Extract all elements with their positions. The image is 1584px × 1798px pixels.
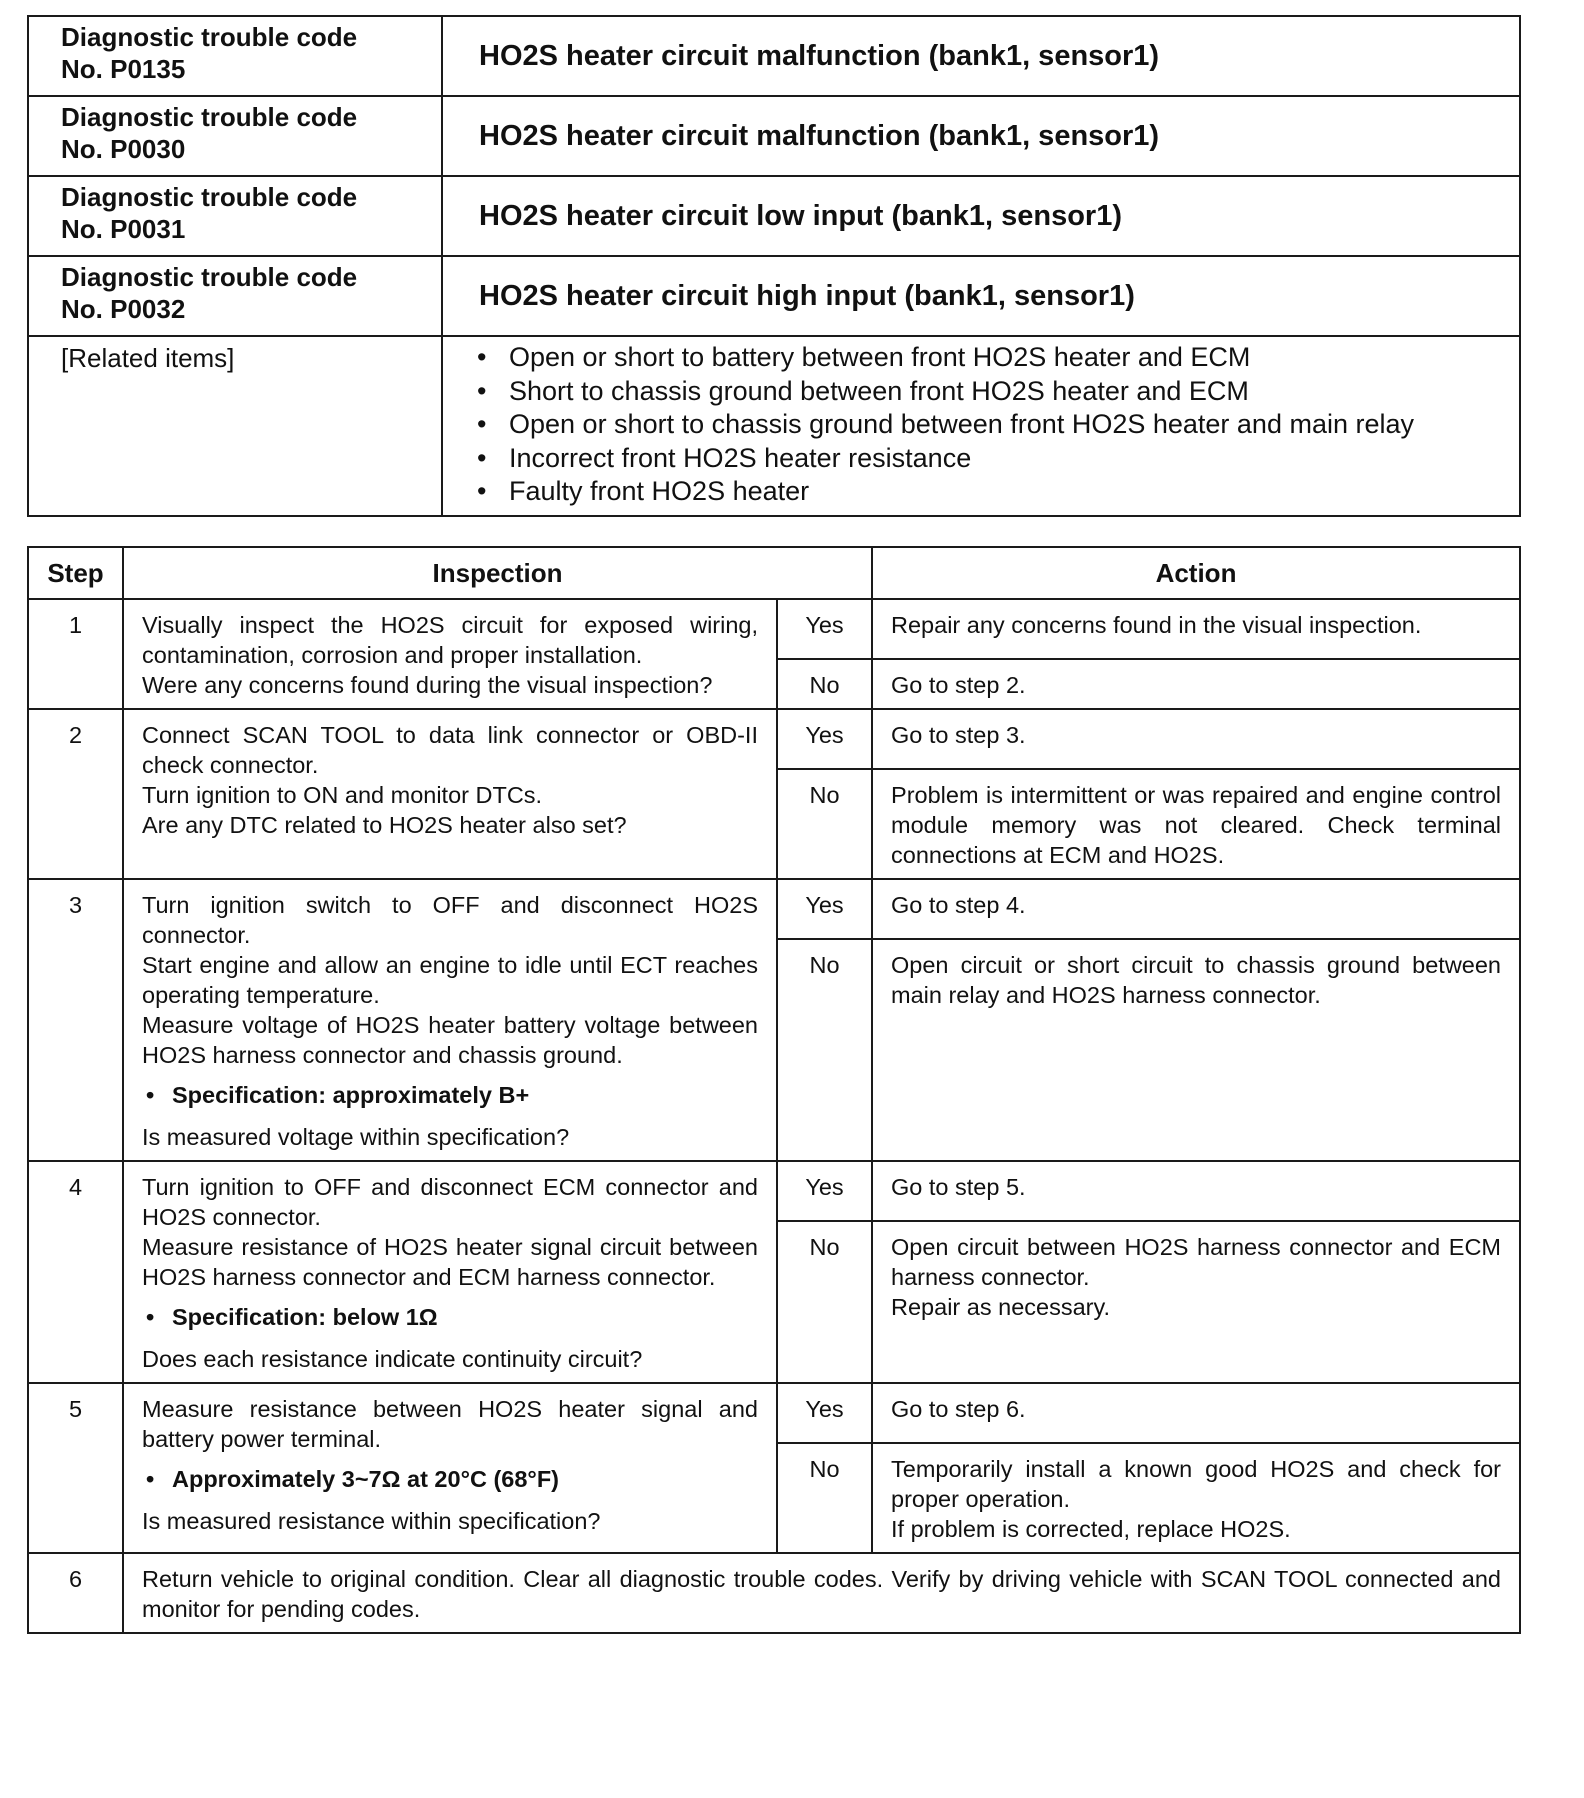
dtc-row <box>28 16 1520 96</box>
related-items-row <box>28 336 1520 516</box>
step-row <box>28 1553 1520 1633</box>
step-row <box>28 599 1520 659</box>
step-number: 1 <box>28 599 123 709</box>
dtc-code-number: No. P0032 <box>61 294 186 324</box>
inspection-question: Is measured resistance within specification? <box>142 1508 601 1534</box>
step-inspection <box>123 599 777 709</box>
yes-label: Yes <box>777 709 872 769</box>
yes-action: Go to step 3. <box>872 709 1520 769</box>
inspection-line: Start engine and allow an engine to idle until ECT reaches operating temperature. <box>142 952 758 1008</box>
inspection-line: Were any concerns found during the visual inspection? <box>142 672 713 698</box>
step-number: 4 <box>28 1161 123 1383</box>
step-inspection <box>123 1161 777 1383</box>
inspection-line: Measure resistance between HO2S heater signal and battery power terminal. <box>142 1396 758 1452</box>
specification: • Specification: approximately B+ <box>142 1080 758 1110</box>
action-column-header: Action <box>872 547 1520 599</box>
related-items-list <box>477 341 1509 509</box>
yes-action: Repair any concerns found in the visual inspection. <box>872 599 1520 659</box>
dtc-code-label: Diagnostic trouble code <box>61 262 358 292</box>
step-inspection <box>123 1383 777 1553</box>
step-row <box>28 879 1520 939</box>
step-number: 2 <box>28 709 123 879</box>
yes-action: Go to step 4. <box>872 879 1520 939</box>
related-item: • Incorrect front HO2S heater resistance <box>477 442 1509 476</box>
inspection-line: Turn ignition to OFF and disconnect ECM connector and HO2S connector. <box>142 1174 758 1230</box>
dtc-title: HO2S heater circuit high input (bank1, sensor1) <box>442 256 1520 336</box>
dtc-row <box>28 256 1520 336</box>
yes-action: Go to step 5. <box>872 1161 1520 1221</box>
dtc-title: HO2S heater circuit malfunction (bank1, sensor1) <box>442 16 1520 96</box>
inspection-line: Turn ignition switch to OFF and disconnect HO2S connector. <box>142 892 758 948</box>
step-table-header <box>28 547 1520 599</box>
specification: • Specification: below 1Ω <box>142 1302 758 1332</box>
dtc-code-number: No. P0135 <box>61 54 186 84</box>
dtc-code-label: Diagnostic trouble code <box>61 22 358 52</box>
yes-label: Yes <box>777 1161 872 1221</box>
dtc-title: HO2S heater circuit low input (bank1, sensor1) <box>442 176 1520 256</box>
inspection-line: Measure voltage of HO2S heater battery voltage between HO2S harness connector and chassis ground. <box>142 1012 758 1068</box>
dtc-title: HO2S heater circuit malfunction (bank1, sensor1) <box>442 96 1520 176</box>
inspection-line: Measure resistance of HO2S heater signal circuit between HO2S harness connector and ECM harness connector. <box>142 1234 758 1290</box>
dtc-code-label: Diagnostic trouble code <box>61 182 358 212</box>
step-number: 5 <box>28 1383 123 1553</box>
yes-label: Yes <box>777 879 872 939</box>
specification: • Approximately 3~7Ω at 20°C (68°F) <box>142 1464 758 1494</box>
step-row <box>28 1383 1520 1443</box>
inspection-question: Is measured voltage within specification? <box>142 1124 570 1150</box>
step-inspection <box>123 709 777 879</box>
no-action: Open circuit between HO2S harness connector and ECM harness connector. Repair as necessary. <box>872 1221 1520 1383</box>
yes-label: Yes <box>777 1383 872 1443</box>
no-label: No <box>777 769 872 879</box>
inspection-line: Are any DTC related to HO2S heater also set? <box>142 812 627 838</box>
related-items-cell <box>442 336 1520 516</box>
dtc-code-number: No. P0031 <box>61 214 186 244</box>
no-label: No <box>777 1221 872 1383</box>
related-item: • Faulty front HO2S heater <box>477 475 1509 509</box>
dtc-row <box>28 176 1520 256</box>
related-items-label: [Related items] <box>28 336 442 516</box>
dtc-code-cell <box>28 96 442 176</box>
related-item: • Open or short to chassis ground between front HO2S heater and main relay <box>477 408 1509 442</box>
dtc-row <box>28 96 1520 176</box>
dtc-code-cell <box>28 256 442 336</box>
step-number: 3 <box>28 879 123 1161</box>
step-row <box>28 709 1520 769</box>
no-label: No <box>777 1443 872 1553</box>
dtc-code-number: No. P0030 <box>61 134 186 164</box>
inspection-line: Visually inspect the HO2S circuit for exposed wiring, contamination, corrosion and proper installation. <box>142 612 758 668</box>
final-step-text: Return vehicle to original condition. Clear all diagnostic trouble codes. Verify by driving vehicle with SCAN TOOL connected and monitor for pending codes. <box>123 1553 1520 1633</box>
yes-label: Yes <box>777 599 872 659</box>
step-number: 6 <box>28 1553 123 1633</box>
yes-action: Go to step 6. <box>872 1383 1520 1443</box>
related-item: • Open or short to battery between front HO2S heater and ECM <box>477 341 1509 375</box>
step-table <box>27 546 1521 1634</box>
no-action: Open circuit or short circuit to chassis ground between main relay and HO2S harness connector. <box>872 939 1520 1161</box>
inspection-line: Connect SCAN TOOL to data link connector or OBD-II check connector. <box>142 722 758 778</box>
no-action: Problem is intermittent or was repaired and engine control module memory was not cleared. Check terminal connections at ECM and HO2S. <box>872 769 1520 879</box>
no-label: No <box>777 939 872 1161</box>
inspection-question: Does each resistance indicate continuity circuit? <box>142 1346 643 1372</box>
related-item: • Short to chassis ground between front HO2S heater and ECM <box>477 375 1509 409</box>
step-inspection <box>123 879 777 1161</box>
dtc-code-cell <box>28 16 442 96</box>
inspection-line: Turn ignition to ON and monitor DTCs. <box>142 782 543 808</box>
step-row <box>28 1161 1520 1221</box>
dtc-code-label: Diagnostic trouble code <box>61 102 358 132</box>
inspection-column-header: Inspection <box>123 547 872 599</box>
step-column-header: Step <box>28 547 123 599</box>
dtc-table <box>27 15 1521 517</box>
no-label: No <box>777 659 872 709</box>
no-action: Temporarily install a known good HO2S and check for proper operation. If problem is corrected, replace HO2S. <box>872 1443 1520 1553</box>
dtc-code-cell <box>28 176 442 256</box>
no-action: Go to step 2. <box>872 659 1520 709</box>
